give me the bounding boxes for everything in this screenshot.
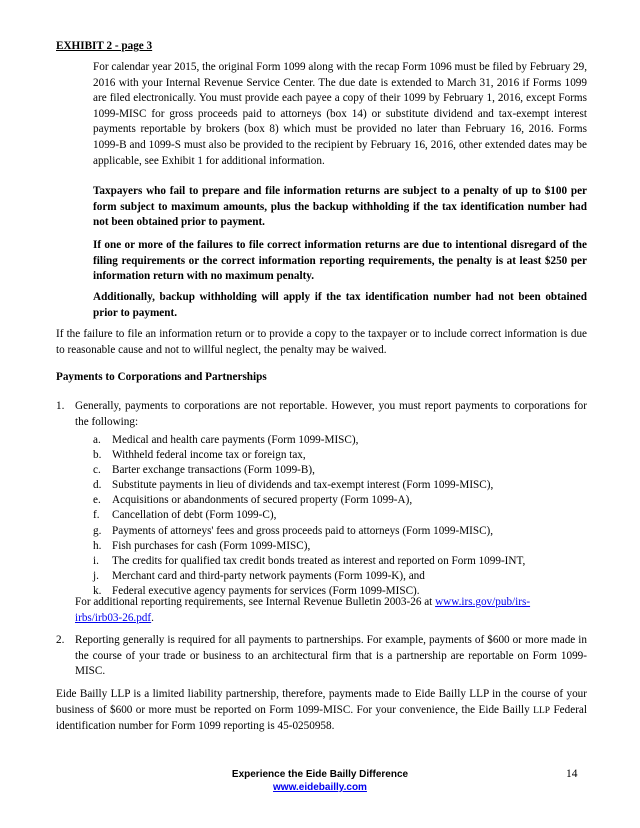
list-item: c. Barter exchange transactions (Form 1099-B), xyxy=(93,464,315,477)
intro-paragraph: For calendar year 2015, the original Form 1099 along with the recap Form 1096 must be filed by February 29, 2016 with your Internal Revenue Service Center. The due date is extended to March 31, 2016 if Forms 1099 are filed electronically. You must provide each payee a copy of their 1099 by February 1, 2016, except Forms 1099-MISC for gross proceeds paid to attorneys (box 14) or substitute dividend and tax-exempt interest payments reportable by brokers (box 8) which must be provided no later than February 16, 2016. Forms 1099-B and 1099-S must also be provided to the recipient by February 16, 2016, other extended dates may be applicable, see Exhibit 1 for additional information. xyxy=(93,61,587,167)
footer-tagline: Experience the Eide Bailly Difference xyxy=(231,769,409,780)
waiver-paragraph: If the failure to file an information return or to provide a copy to the taxpayer or to include correct information is due to reasonable cause and not to willful neglect, the penalty may be waived. xyxy=(56,328,587,356)
list-item: f. Cancellation of debt (Form 1099-C), xyxy=(93,509,277,522)
closing-paragraph: Eide Bailly LLP is a limited liability partnership, therefore, payments made to Eide Bailly LLP in the course of your business of $600 or more must be reported on Form 1099-MISC. For your convenience, the Eide Bailly LLP Federal identification number for Form 1099 reporting is 45-0250958. xyxy=(56,688,587,733)
irs-bulletin-link[interactable]: www.irs.gov/pub/irs-irbs/irb03-26.pdf xyxy=(75,596,531,624)
numbered-item-1 xyxy=(56,399,587,430)
numbered-item-2 xyxy=(56,633,587,680)
additional-requirements: For additional reporting requirements, see Internal Revenue Bulletin 2003-26 at www.irs.gov/pub/irs-irbs/irb03-26.pdf. xyxy=(75,596,531,624)
corporation-reportable-list xyxy=(93,433,573,599)
list-item: g. Payments of attorneys' fees and gross proceeds paid to attorneys (Form 1099-MISC), xyxy=(93,524,494,537)
list-item: j. Merchant card and third-party network payments (Form 1099-K), and xyxy=(93,569,425,582)
list-item: d. Substitute payments in lieu of dividends and tax-exempt interest (Form 1099-MISC), xyxy=(93,479,494,492)
list-item: a. Medical and health care payments (Form 1099-MISC), xyxy=(93,434,359,446)
page-number: 14 xyxy=(566,768,578,780)
list-item: h. Fish purchases for cash (Form 1099-MISC), xyxy=(93,539,311,552)
exhibit-title: EXHIBIT 2 - page 3 xyxy=(56,40,153,52)
penalty-paragraph-2: If one or more of the failures to file correct information returns are due to intentional disregard of the filing requirements or the correct information reporting requirements, the penalty is at least $250 per information return with no maximum penalty. xyxy=(93,239,587,283)
penalty-paragraph-1: Taxpayers who fail to prepare and file information returns are subject to a penalty of up to $100 per form subject to maximum amounts, plus the backup withholding if the tax identification number had not been obtained prior to payment. xyxy=(93,185,587,229)
section-heading: Payments to Corporations and Partnerships xyxy=(56,371,267,383)
item-number: 2. xyxy=(56,634,65,646)
list-item: k. Federal executive agency payments for services (Form 1099-MISC). xyxy=(93,584,420,597)
item-text: Generally, payments to corporations are not reportable. However, you must report payments to corporations for the following: xyxy=(75,400,587,428)
footer-url-link[interactable]: www.eidebailly.com xyxy=(273,782,367,793)
list-item: i. The credits for qualified tax credit bonds treated as interest and reported on Form 1099-INT, xyxy=(93,554,526,567)
list-item: e. Acquisitions or abandonments of secured property (Form 1099-A), xyxy=(93,494,413,507)
penalty-paragraph-3: Additionally, backup withholding will apply if the tax identification number had not been obtained prior to payment. xyxy=(93,291,587,319)
item-number: 1. xyxy=(56,400,65,412)
list-item: b. Withheld federal income tax or foreign tax, xyxy=(93,449,306,462)
page-footer xyxy=(0,768,640,794)
item-text: Reporting generally is required for all payments to partnerships. For example, payments of $600 or more made in the course of your trade or business to an architectural firm that is a partnership are reportable on Form 1099-MISC. xyxy=(75,634,587,678)
